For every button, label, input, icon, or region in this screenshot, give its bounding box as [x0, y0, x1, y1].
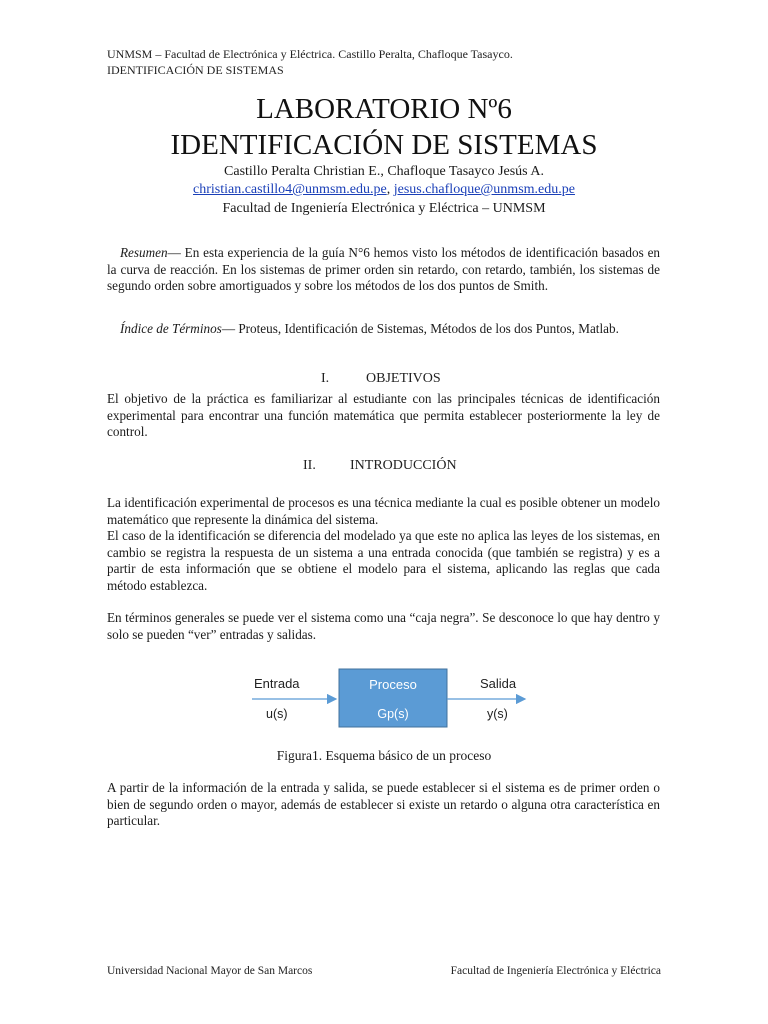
title-line-1: LABORATORIO Nº6: [256, 93, 512, 125]
abstract-text: En esta experiencia de la guía N°6 hemos visto los métodos de identificación basados en la curva de reacción. En los sistemas de primer orden sin retardo, con retardo, también, los sistemas de segundo orden sobre amortiguados y sobre los métodos de los dos puntos de Smith.: [107, 245, 661, 293]
footer-left: Universidad Nacional Mayor de San Marcos: [107, 965, 313, 977]
index-terms: [107, 321, 660, 338]
title-line-2: IDENTIFICACIÓN DE SISTEMAS: [170, 129, 598, 161]
section-number: I.: [321, 371, 330, 386]
paragraph-last: A partir de la información de la entrada y salida, se puede establecer si el sistema es de primer orden o bien de segundo orden o mayor, además de establecer si existe un retardo o alguna otra característica en particular.: [107, 780, 660, 828]
input-signal: u(s): [266, 707, 288, 721]
paragraph-intro-1: La identificación experimental de procesos es una técnica mediante la cual es posible obtener un modelo matemático que represente la dinámica del sistema.: [107, 495, 660, 527]
header-line-1: UNMSM – Facultad de Electrónica y Eléctrica. Castillo Peralta, Chafloque Tasayco.: [107, 47, 513, 61]
process-diagram: [250, 668, 530, 728]
index-terms-text: Proteus, Identificación de Sistemas, Métodos de los dos Puntos, Matlab.: [238, 321, 619, 336]
affiliation: Facultad de Ingeniería Electrónica y Eléctrica – UNMSM: [222, 201, 546, 216]
email-link-2[interactable]: jesus.chafloque@unmsm.edu.pe: [393, 182, 575, 197]
output-label: Salida: [480, 676, 517, 691]
process-transfer-function: Gp(s): [377, 707, 409, 721]
paragraph-intro-2: El caso de la identificación se diferencia del modelado ya que este no aplica las leyes de los sistemas, en cambio se registra la respuesta de un sistema a una entrada conocida (que también se registra) y es a partir de esta información que se obtiene el modelo para el sistema, aplicando las reglas que cada método establezca.: [107, 528, 660, 593]
section-title: OBJETIVOS: [366, 371, 441, 386]
figure-caption: Figura1. Esquema básico de un proceso: [276, 748, 492, 763]
email-link-1[interactable]: christian.castillo4@unmsm.edu.pe: [193, 182, 387, 197]
header-line-2: IDENTIFICACIÓN DE SISTEMAS: [107, 63, 284, 77]
output-signal: y(s): [487, 707, 508, 721]
section-number: II.: [303, 458, 316, 473]
abstract: [107, 245, 660, 295]
index-terms-label: Índice de Términos: [120, 321, 222, 336]
paragraph-introduccion: [107, 495, 660, 594]
authors: Castillo Peralta Christian E., Chafloque Tasayco Jesús A.: [224, 164, 544, 179]
paragraph-objetivos: El objetivo de la práctica es familiarizar al estudiante con las principales técnicas de identificación experimental para encontrar una función matemática que permita establecer posteriormente la ley de control.: [107, 391, 660, 439]
abstract-label: Resumen: [120, 245, 168, 260]
author-emails: [0, 181, 768, 199]
abstract-dash: —: [167, 245, 185, 260]
input-label: Entrada: [254, 676, 300, 691]
paragraph-intro-3: En términos generales se puede ver el sistema como una “caja negra”. Se desconoce lo que hay dentro y solo se pueden “ver” entradas y salidas.: [107, 610, 660, 642]
running-header: [107, 46, 513, 78]
section-title: INTRODUCCIÓN: [350, 458, 457, 473]
process-block-label: Proceso: [369, 677, 417, 692]
footer-right: Facultad de Ingeniería Electrónica y Eléctrica: [450, 965, 661, 977]
email-separator: ,: [386, 182, 394, 197]
process-diagram-svg: [250, 668, 530, 728]
index-terms-dash: —: [221, 321, 239, 336]
